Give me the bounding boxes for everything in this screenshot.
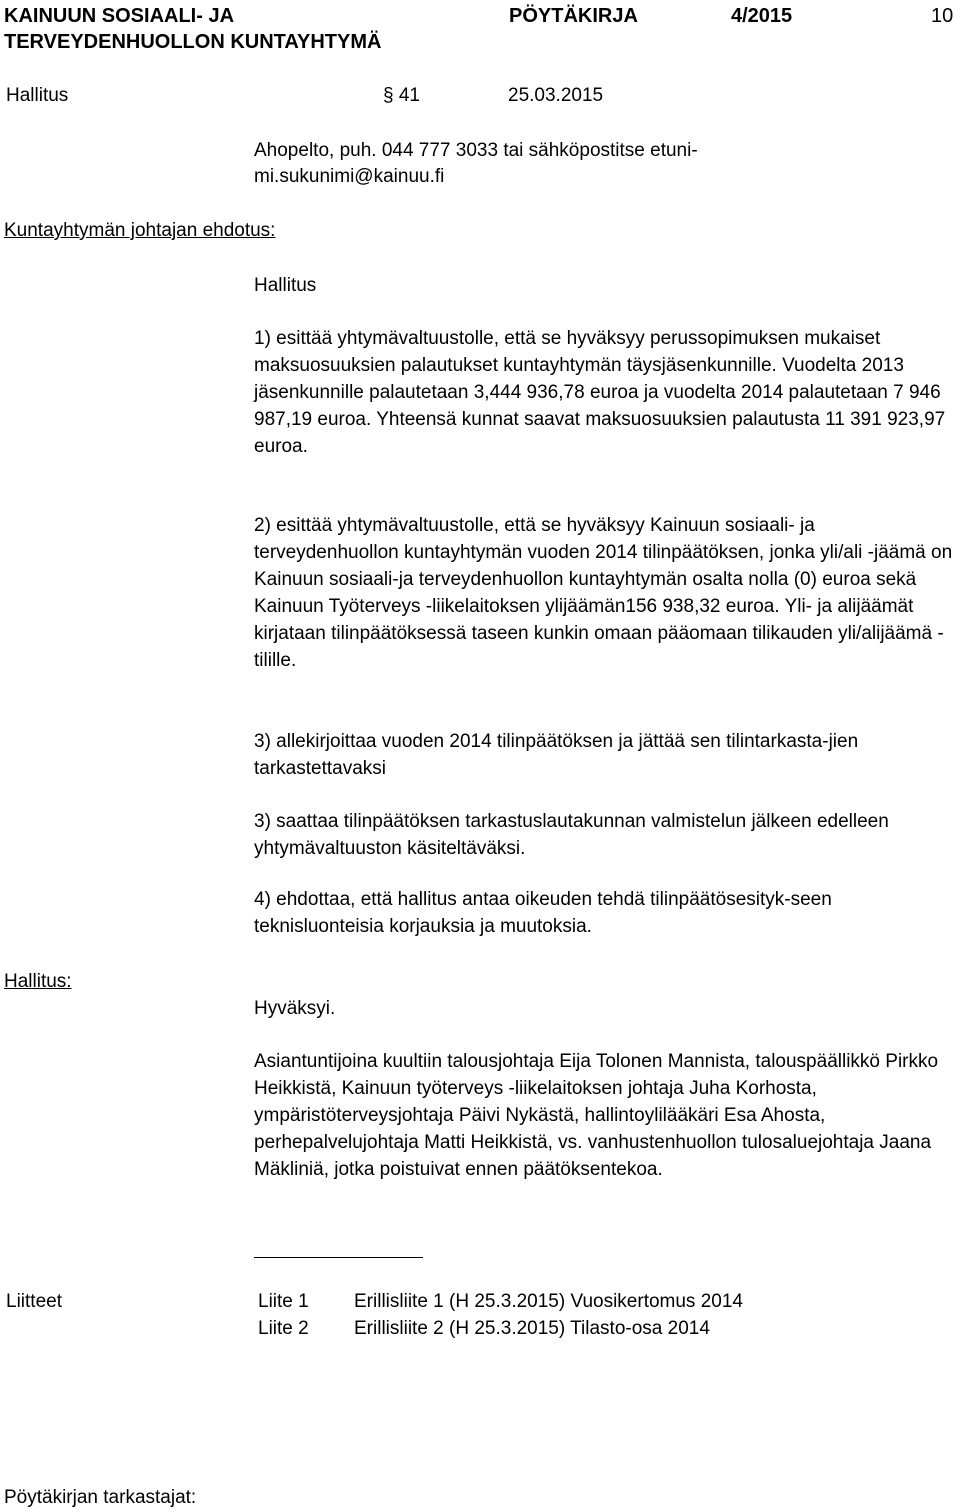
doc-number: 4/2015 (731, 5, 793, 27)
experts-paragraph: Asiantuntijoina kuultiin talousjohtaja Eija Tolonen Mannista, talouspäällikkö Pirkko Heikkistä, Kainuun työterveys -liikelaitoksen johtaja Juha Korhosta, ympäristöterveysjohtaja Päivi Nykästä, hallintoylilääkäri Esa Ahosta, perhepalvelujohtaja Matti Heikkistä, vs. vanhustenhuollon tulosaluejohtaja Jaana Mäkliniä, jotka poistuivat ennen päätöksentekoa. (254, 1051, 939, 1180)
proposal-subject: Hallitus (254, 275, 317, 296)
separator-line (254, 1257, 423, 1258)
attachments-label: Liitteet (6, 1291, 62, 1312)
doc-type: PÖYTÄKIRJA (509, 5, 638, 27)
proposal-item-4: 3) saattaa tilinpäätöksen tarkastuslautakunnan valmistelun jälkeen edelleen yhtymävaltuuston käsiteltäväksi. (254, 811, 889, 859)
proposal-item-3: 3) allekirjoittaa vuoden 2014 tilinpäätöksen ja jättää sen tilintarkasta-jien tarkastettavaksi (254, 731, 859, 779)
attachment-row (258, 1288, 743, 1315)
proposal-item-5: 4) ehdottaa, että hallitus antaa oikeuden tehdä tilinpäätösesityk-seen teknisluonteisia korjauksia ja muutoksia. (254, 889, 832, 937)
page-number: 10 (931, 5, 954, 27)
reviewers-label: Pöytäkirjan tarkastajat: (4, 1487, 197, 1508)
org-name-line2: TERVEYDENHUOLLON KUNTAYHTYMÄ (4, 31, 382, 53)
attachment-desc: Erillisliite 1 (H 25.3.2015) Vuosikertomus 2014 (354, 1291, 743, 1312)
meeting-body: Hallitus (6, 85, 69, 106)
contact-line-1: Ahopelto, puh. 044 777 3033 tai sähköpostitse etuni- (254, 140, 698, 161)
contact-line-2: mi.sukunimi@kainuu.fi (254, 166, 445, 187)
attachment-row (258, 1315, 710, 1342)
section-number: § 41 (383, 85, 420, 106)
proposal-item-1: 1) esittää yhtymävaltuustolle, että se hyväksyy perussopimuksen mukaiset maksuosuuksien palautukset kuntayhtymän täysjäsenkunnille. Vuodelta 2013 jäsenkunnille palautetaan 3,444 936,78 euroa ja vuodelta 2014 palautetaan 7 946 987,19 euroa. Yhteensä kunnat saavat maksuosuuksien palautusta 11 391 923,97 euroa. (254, 328, 946, 457)
proposal-item-2: 2) esittää yhtymävaltuustolle, että se hyväksyy Kainuun sosiaali- ja terveydenhuollon kuntayhtymän vuoden 2014 tilinpäätöksen, jonka yli/ali -jäämä on Kainuun sosiaali-ja terveydenhuollon kuntayhtymän osalta nolla (0) euroa sekä Kainuun Työterveys -liikelaitoksen ylijäämän156 938,32 euroa. Yli- ja alijäämät kirjataan tilinpäätöksessä taseen kunkin omaan pääomaan tilikauden yli/alijäämä -tilille. (254, 515, 953, 671)
org-name-line1: KAINUUN SOSIAALI- JA (4, 5, 235, 27)
attachment-id: Liite 1 (258, 1291, 309, 1312)
decision-text: Hyväksyi. (254, 998, 336, 1019)
proposal-label: Kuntayhtymän johtajan ehdotus: (4, 220, 276, 241)
attachment-desc: Erillisliite 2 (H 25.3.2015) Tilasto-osa 2014 (354, 1318, 710, 1339)
decision-label: Hallitus: (4, 971, 72, 992)
attachment-id: Liite 2 (258, 1318, 309, 1339)
meeting-date: 25.03.2015 (508, 85, 604, 106)
